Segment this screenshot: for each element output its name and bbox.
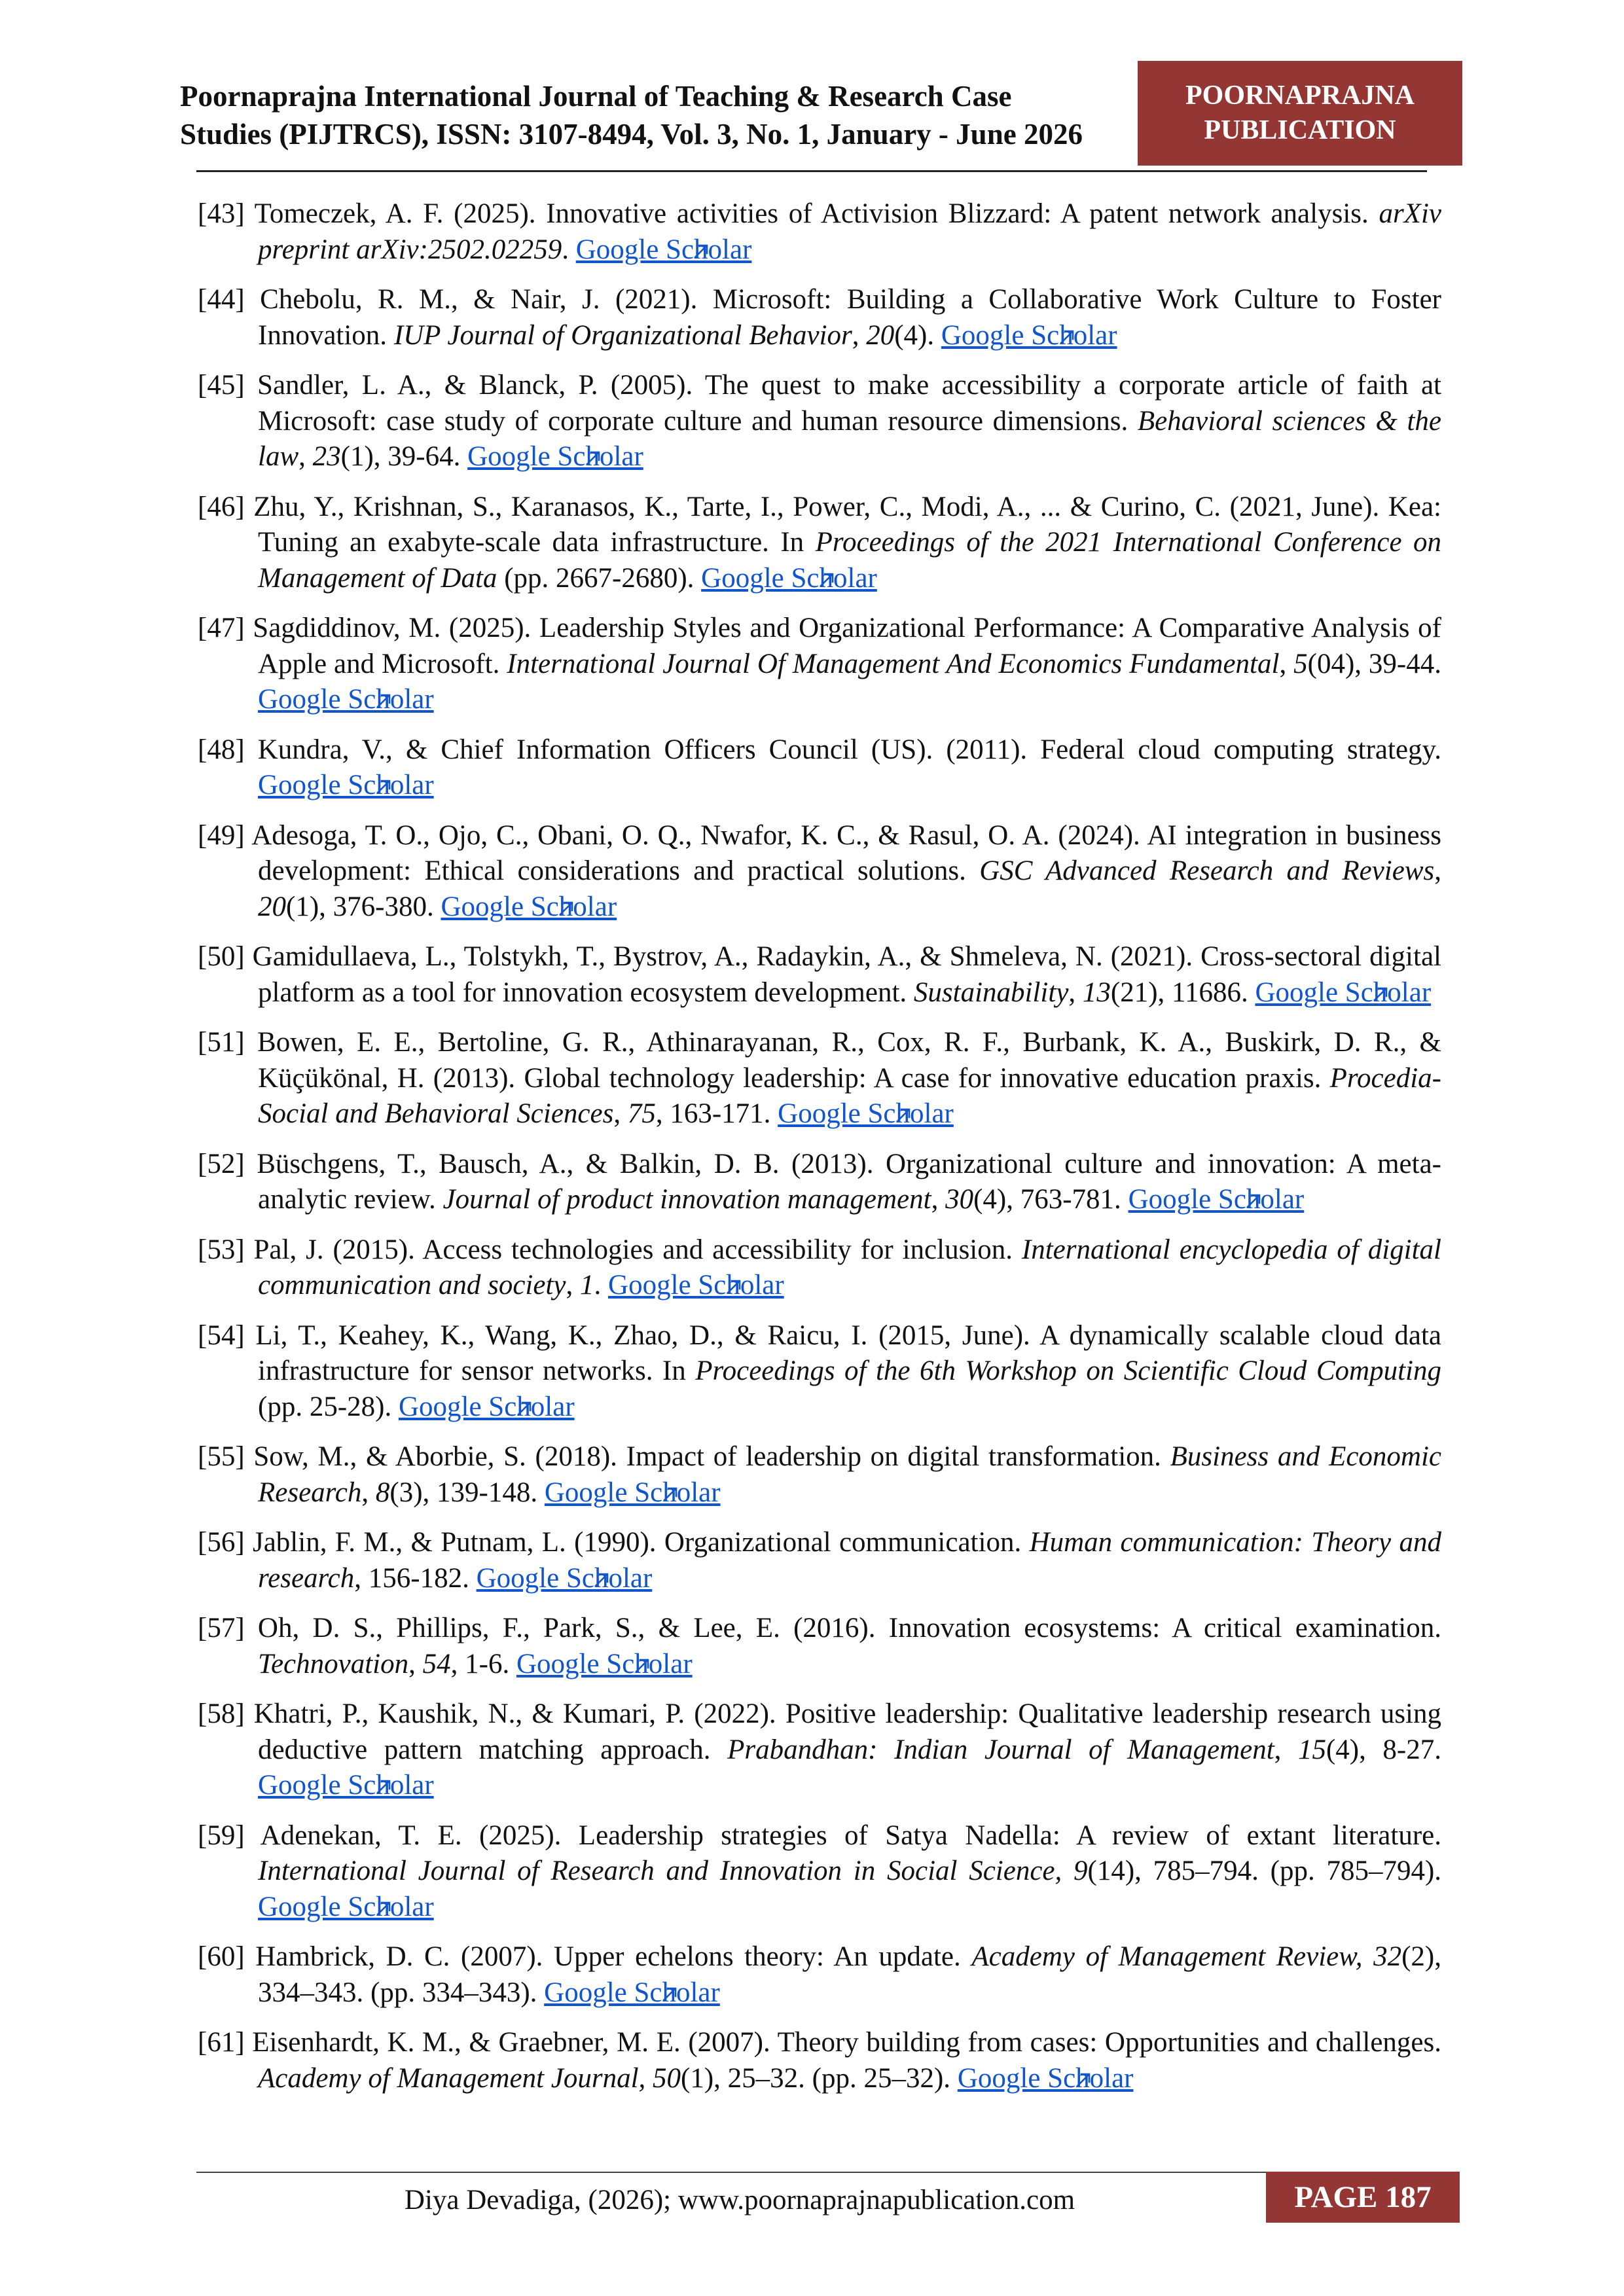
reference-pre-text: [59] Adenekan, T. E. (2025). Leadership strategies of Satya Nadella: A review of extant literature. xyxy=(198,1820,1441,1851)
google-scholar-link-label: Google Scholar xyxy=(258,684,434,715)
reference-mid-text: , xyxy=(1434,855,1441,886)
google-scholar-link-label: Google Scholar xyxy=(516,1648,693,1679)
reference-pre-text: [43] Tomeczek, A. F. (2025). Innovative activities of Activision Blizzard: A patent network analysis. xyxy=(198,198,1379,229)
reference-mid-text: , xyxy=(931,1184,946,1215)
reference-post-text: (14), 785–794. (pp. 785–794). xyxy=(1087,1856,1442,1886)
reference-italic-text: International encyclopedia of digital communication and society xyxy=(258,1234,1441,1300)
reference-pre-text: [58] Khatri, P., Kaushik, N., & Kumari, P. (2022). Positive leadership: Qualitative leadership research using deductive pattern matching approach. xyxy=(198,1698,1441,1765)
reference-entry xyxy=(198,1147,1441,1218)
reference-post-text: (3), 139-148. xyxy=(389,1477,545,1508)
reference-italic-text: Human communication: Theory and research xyxy=(258,1527,1441,1594)
google-scholar-link-label: Google Scholar xyxy=(258,770,434,800)
reference-entry xyxy=(198,1318,1441,1426)
reference-italic2-text: 30 xyxy=(945,1184,974,1215)
reference-post-text: (4), 8-27. xyxy=(1326,1734,1442,1765)
reference-post-text: (4), 763-781. xyxy=(973,1184,1128,1215)
google-scholar-link[interactable] xyxy=(545,1477,722,1508)
reference-italic-text: Academy of Management Review, 32 xyxy=(971,1941,1402,1972)
google-scholar-link[interactable] xyxy=(576,234,753,265)
google-scholar-link-label: Google Scholar xyxy=(701,562,877,594)
google-scholar-link[interactable] xyxy=(258,770,435,800)
reference-mid-text: , xyxy=(408,1648,423,1679)
header-divider xyxy=(196,170,1427,172)
reference-italic2-text: 20 xyxy=(866,319,895,351)
reference-entry xyxy=(198,1818,1441,1926)
reference-pre-text: [55] Sow, M., & Aborbie, S. (2018). Impact of leadership on digital transformation. xyxy=(198,1441,1170,1472)
reference-mid-text: , xyxy=(298,441,313,472)
reference-italic-text: Proceedings of the 2021 International Conference on Management of Data xyxy=(258,527,1441,594)
google-scholar-link-label: Google Scholar xyxy=(957,2062,1134,2094)
reference-post-text: (1), 25–32. (pp. 25–32). xyxy=(681,2062,958,2094)
reference-entry xyxy=(198,611,1441,718)
publisher-badge xyxy=(1138,61,1462,166)
google-scholar-link[interactable] xyxy=(467,441,645,472)
google-scholar-link[interactable] xyxy=(958,2063,1135,2094)
google-scholar-link[interactable] xyxy=(258,1892,435,1922)
google-scholar-link-label: Google Scholar xyxy=(544,1977,720,2008)
reference-pre-text: [49] Adesoga, T. O., Ojo, C., Obani, O. Q., Nwafor, K. C., & Rasul, O. A. (2024). AI integration in business development: Ethical considerations and practical solutions. xyxy=(198,819,1441,886)
reference-italic-text: IUP Journal of Organizational Behavior xyxy=(393,319,852,351)
reference-pre-text: [45] Sandler, L. A., & Blanck, P. (2005). The quest to make accessibility a corporate article of faith at Microsoft: case study of corporate culture and human resource dimensions. xyxy=(198,370,1441,437)
reference-post-text: , 1-6. xyxy=(450,1648,516,1679)
reference-pre-text: [44] Chebolu, R. M., & Nair, J. (2021). Microsoft: Building a Collaborative Work Culture to Foster Innovation. xyxy=(198,284,1441,351)
google-scholar-link-label: Google Scholar xyxy=(258,1770,434,1801)
reference-post-text: (1), 39-64. xyxy=(340,441,468,472)
reference-list xyxy=(198,196,1441,2111)
reference-italic2-text: 1 xyxy=(580,1270,594,1300)
reference-italic2-text: 13 xyxy=(1082,977,1111,1008)
reference-entry xyxy=(198,196,1441,268)
google-scholar-link-label: Google Scholar xyxy=(608,1270,784,1300)
reference-italic-text: GSC Advanced Research and Reviews xyxy=(979,855,1435,886)
reference-post-text: (pp. 25-28). xyxy=(258,1391,399,1422)
reference-mid-text: , xyxy=(1274,1734,1298,1765)
reference-italic-text: International Journal Of Management And Economics Fundamental xyxy=(507,648,1280,679)
google-scholar-link[interactable] xyxy=(258,684,435,715)
reference-entry xyxy=(198,732,1441,804)
reference-entry xyxy=(198,1696,1441,1804)
reference-post-text: (pp. 2667-2680). xyxy=(497,562,702,594)
reference-mid-text: , xyxy=(361,1477,376,1508)
reference-italic-text: Technovation xyxy=(258,1648,409,1679)
reference-post-text: , 163-171. xyxy=(655,1098,778,1129)
reference-entry xyxy=(198,1611,1441,1682)
google-scholar-link-label: Google Scholar xyxy=(258,1891,434,1922)
reference-post-text: . xyxy=(562,234,576,265)
google-scholar-link[interactable] xyxy=(516,1649,694,1679)
reference-entry xyxy=(198,818,1441,925)
google-scholar-link-label: Google Scholar xyxy=(467,441,643,472)
google-scholar-link-label: Google Scholar xyxy=(575,234,752,265)
google-scholar-link[interactable] xyxy=(1128,1184,1306,1215)
reference-italic-text: Business and Economic Research xyxy=(258,1441,1442,1508)
reference-entry xyxy=(198,2025,1441,2096)
google-scholar-link-label: Google Scholar xyxy=(1128,1184,1305,1215)
reference-mid-text: , xyxy=(1279,648,1294,679)
google-scholar-link[interactable] xyxy=(258,1770,435,1801)
journal-title-line-1: Poornaprajna International Journal of Teaching & Research Case xyxy=(180,80,1012,113)
reference-post-text: , 156-182. xyxy=(354,1562,477,1594)
reference-italic-text: Procedia-Social and Behavioral Sciences xyxy=(258,1062,1441,1129)
reference-post-text: (2), 334–343. (pp. 334–343). xyxy=(258,1941,1441,2008)
reference-entry xyxy=(198,490,1441,597)
reference-pre-text: [51] Bowen, E. E., Bertoline, G. R., Athinarayanan, R., Cox, R. F., Burbank, K. A., Buskirk, D. R., & Küçükönal, H. (2013). Global technology leadership: A case for innovative education praxis. xyxy=(198,1027,1441,1094)
reference-italic2-text: 20 xyxy=(258,891,286,922)
google-scholar-link-label: Google Scholar xyxy=(441,891,617,922)
reference-italic-text: Proceedings of the 6th Workshop on Scientific Cloud Computing xyxy=(695,1355,1442,1386)
reference-entry xyxy=(198,282,1441,353)
reference-pre-text: [47] Sagdiddinov, M. (2025). Leadership Styles and Organizational Performance: A Comparative Analysis of Apple and Microsoft. xyxy=(198,613,1441,679)
reference-italic-text: arXiv preprint arXiv:2502.02259 xyxy=(258,198,1441,265)
reference-pre-text: [48] Kundra, V., & Chief Information Officers Council (US). (2011). Federal cloud computing strategy. xyxy=(198,734,1441,765)
google-scholar-link-label: Google Scholar xyxy=(544,1477,721,1508)
reference-pre-text: [53] Pal, J. (2015). Access technologies and accessibility for inclusion. xyxy=(198,1234,1022,1265)
publisher-badge-line-2: PUBLICATION xyxy=(1204,115,1396,145)
reference-post-text: (21), 11686. xyxy=(1110,977,1255,1008)
footer-divider xyxy=(196,2172,1283,2173)
reference-mid-text: , xyxy=(852,319,867,351)
journal-header xyxy=(180,77,1149,153)
reference-italic2-text: 5 xyxy=(1293,648,1308,679)
google-scholar-link[interactable] xyxy=(941,320,1119,351)
footer-author-site: Diya Devadiga, (2026); www.poornaprajnapublication.com xyxy=(404,2185,1075,2215)
reference-italic-text: Journal of product innovation management xyxy=(442,1184,931,1215)
reference-italic2-text: 15 xyxy=(1297,1734,1326,1765)
reference-pre-text: [50] Gamidullaeva, L., Tolstykh, T., Bystrov, A., Radaykin, A., & Shmeleva, N. (2021). Cross-sectoral digital platform as a tool for innovation ecosystem development. xyxy=(198,941,1441,1008)
reference-pre-text: [52] Büschgens, T., Bausch, A., & Balkin, D. B. (2013). Organizational culture and innovation: A meta-analytic review. xyxy=(198,1148,1441,1215)
google-scholar-link-label: Google Scholar xyxy=(476,1562,653,1594)
reference-italic-text: Prabandhan: Indian Journal of Management xyxy=(727,1734,1274,1765)
reference-entry xyxy=(198,368,1441,475)
reference-post-text: . xyxy=(594,1270,609,1300)
reference-pre-text: [46] Zhu, Y., Krishnan, S., Karanasos, K., Tarte, I., Power, C., Modi, A., ... & Curino, C. (2021, June). Kea: Tuning an exabyte-scale data infrastructure. In xyxy=(198,491,1441,558)
google-scholar-link[interactable] xyxy=(778,1098,955,1129)
reference-mid-text: , xyxy=(1068,977,1083,1008)
reference-italic-text: International Journal of Research and Innovation in Social Science, 9 xyxy=(258,1856,1088,1886)
google-scholar-link[interactable] xyxy=(441,891,618,922)
google-scholar-link[interactable] xyxy=(399,1391,576,1422)
reference-pre-text: [54] Li, T., Keahey, K., Wang, K., Zhao, D., & Raicu, I. (2015, June). A dynamically scalable cloud data infrastructure for sensor networks. In xyxy=(198,1319,1441,1386)
google-scholar-link[interactable] xyxy=(477,1563,654,1594)
reference-entry xyxy=(198,939,1441,1011)
reference-post-text: (4). xyxy=(894,319,941,351)
reference-italic-text: Behavioral sciences & the law xyxy=(258,405,1441,472)
reference-pre-text: [57] Oh, D. S., Phillips, F., Park, S., & Lee, E. (2016). Innovation ecosystems: A critical examination. xyxy=(198,1613,1441,1643)
reference-italic2-text: 54 xyxy=(422,1648,451,1679)
publisher-badge-line-1: POORNAPRAJNA xyxy=(1185,81,1415,111)
reference-post-text: (04), 39-44. xyxy=(1307,648,1442,679)
google-scholar-link-label: Google Scholar xyxy=(941,319,1117,351)
reference-italic2-text: 8 xyxy=(375,1477,390,1508)
reference-pre-text: [61] Eisenhardt, K. M., & Graebner, M. E. (2007). Theory building from cases: Opportunities and challenges. xyxy=(198,2027,1441,2058)
page-number-badge: PAGE 187 xyxy=(1266,2172,1460,2223)
reference-italic2-text: 23 xyxy=(312,441,341,472)
reference-post-text: (1), 376-380. xyxy=(286,891,441,922)
reference-italic-text: Sustainability xyxy=(913,977,1069,1008)
reference-pre-text: [60] Hambrick, D. C. (2007). Upper echelons theory: An update. xyxy=(198,1941,972,1972)
reference-italic-text: Academy of Management Journal, 50 xyxy=(258,2062,681,2094)
google-scholar-link-label: Google Scholar xyxy=(398,1391,575,1422)
reference-mid-text: , xyxy=(613,1098,628,1129)
google-scholar-link[interactable] xyxy=(1255,977,1432,1008)
google-scholar-link-label: Google Scholar xyxy=(1255,977,1432,1008)
google-scholar-link[interactable] xyxy=(701,563,878,594)
reference-entry xyxy=(198,1439,1441,1511)
reference-entry xyxy=(198,1232,1441,1304)
reference-entry xyxy=(198,1939,1441,2011)
google-scholar-link[interactable] xyxy=(544,1977,721,2008)
reference-entry xyxy=(198,1525,1441,1596)
reference-italic2-text: 75 xyxy=(627,1098,656,1129)
google-scholar-link-label: Google Scholar xyxy=(778,1098,954,1129)
reference-mid-text: , xyxy=(566,1270,581,1300)
journal-title-line-2: Studies (PIJTRCS), ISSN: 3107-8494, Vol. 3, No. 1, January - June 2026 xyxy=(180,118,1083,151)
reference-pre-text: [56] Jablin, F. M., & Putnam, L. (1990). Organizational communication. xyxy=(198,1527,1030,1558)
reference-entry xyxy=(198,1025,1441,1132)
google-scholar-link[interactable] xyxy=(608,1270,785,1300)
